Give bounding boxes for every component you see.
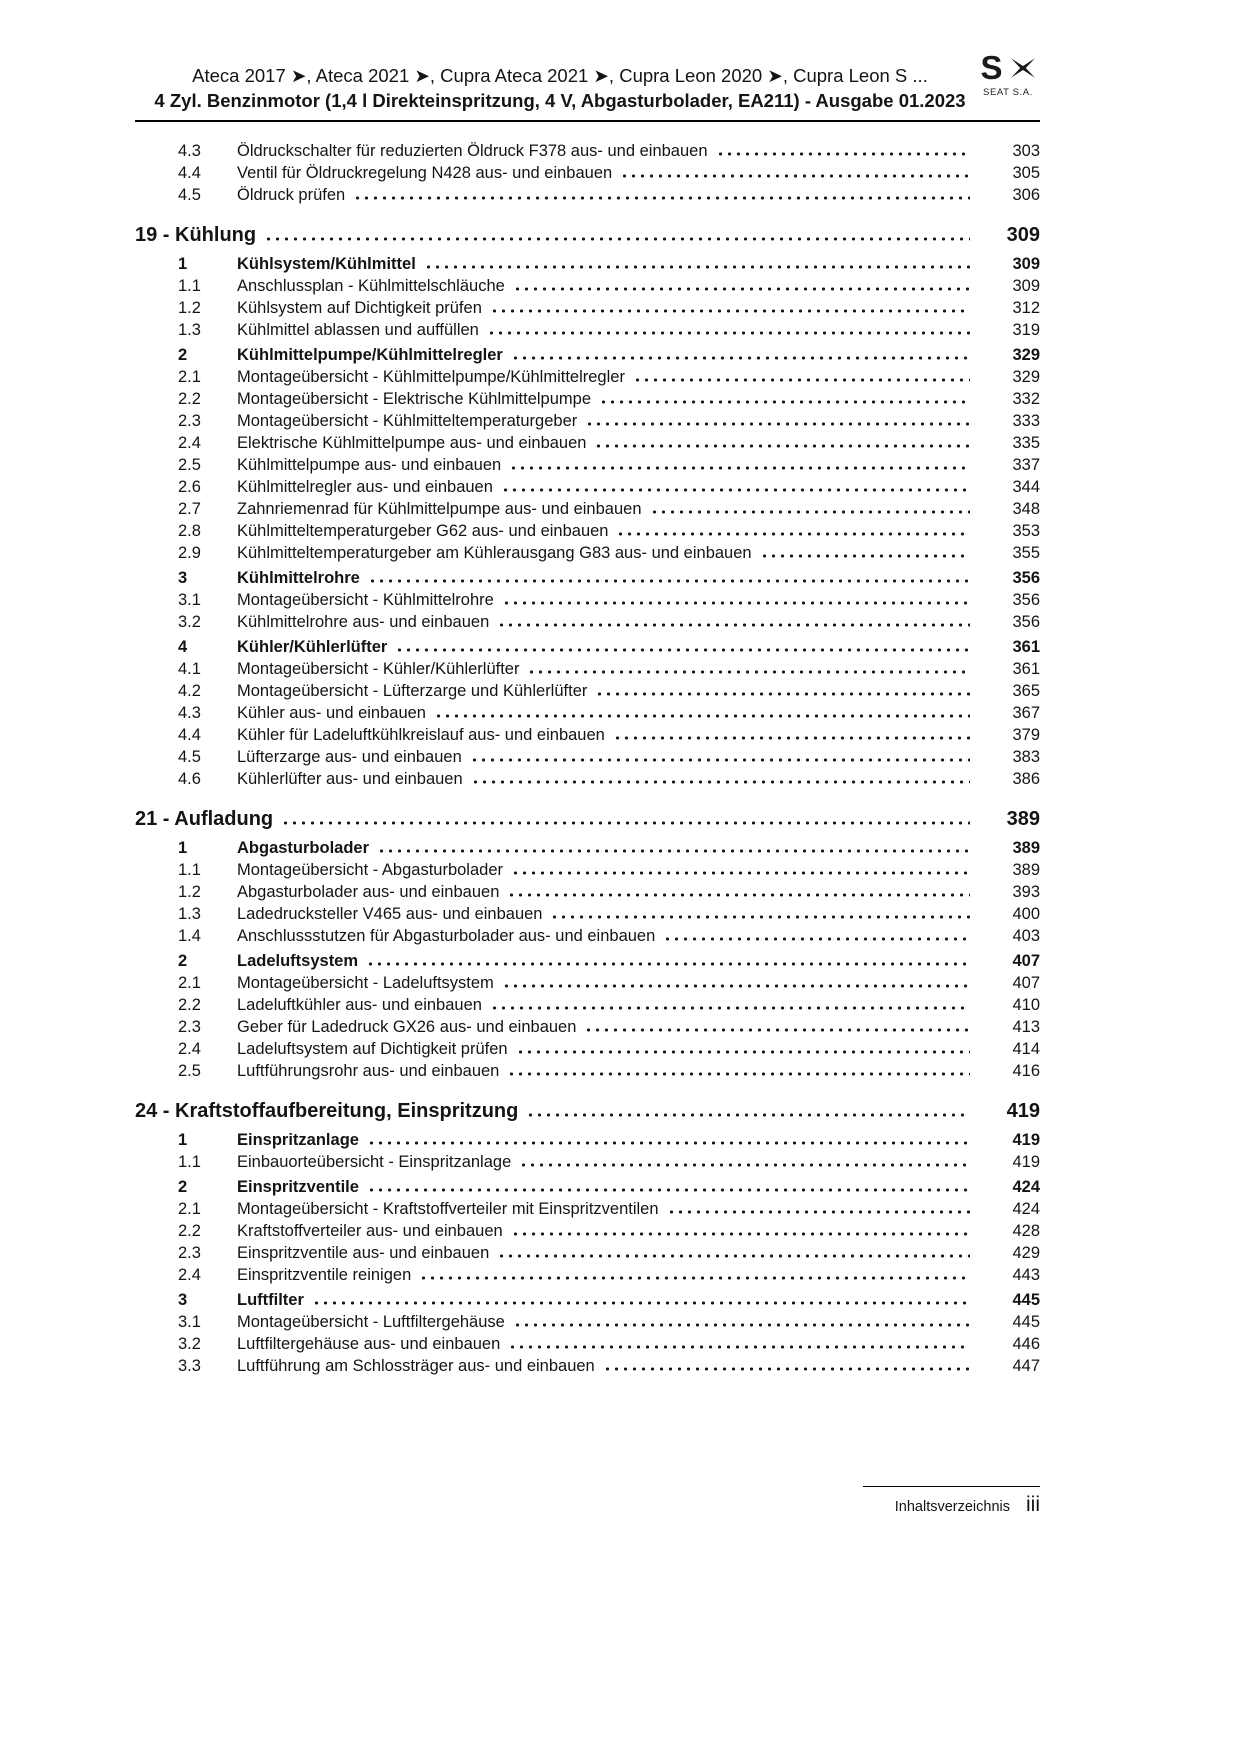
entry-number: 4.6	[178, 770, 201, 788]
entry-number: 1.3	[178, 321, 201, 339]
header-engine-line: 4 Zyl. Benzinmotor (1,4 l Direkteinspritzung, 4 V, Abgasturbolader, EA211) - Ausgabe 01.2023	[154, 90, 966, 111]
seat-s-icon: S	[980, 49, 1003, 86]
toc-entry	[135, 950, 1040, 972]
entry-page-number: 413	[1012, 1018, 1040, 1036]
toc-entry	[135, 972, 1040, 994]
entry-page-number: 424	[1012, 1200, 1040, 1218]
dot-leader	[526, 1113, 970, 1117]
entry-title: Einspritzanlage	[237, 1131, 359, 1149]
entry-number: 3.1	[178, 1313, 201, 1331]
toc-entry	[135, 520, 1040, 542]
entry-title: Kühlerlüfter aus- und einbauen	[237, 770, 463, 788]
toc-entry	[135, 881, 1040, 903]
toc-entry	[135, 1129, 1040, 1151]
entry-title: Montageübersicht - Elektrische Kühlmittelpumpe	[237, 390, 592, 408]
toc-entry	[135, 925, 1040, 947]
entry-title: Kühlmittelrohre aus- und einbauen	[237, 613, 490, 631]
toc-entry	[135, 1060, 1040, 1082]
entry-number: 1	[178, 255, 188, 273]
entry-number: 2.2	[178, 996, 201, 1014]
toc-entry	[135, 476, 1040, 498]
entry-number: 2.1	[178, 368, 201, 386]
toc-entry	[135, 994, 1040, 1016]
dot-leader	[527, 670, 970, 674]
toc-chapter-heading	[135, 222, 1040, 248]
entry-number: 4.4	[178, 164, 201, 182]
chapter-title: 21 - Aufladung	[135, 808, 274, 830]
entry-page-number: 379	[1012, 726, 1040, 744]
dot-leader	[511, 871, 970, 875]
entry-number: 3	[178, 569, 188, 587]
entry-page-number: 305	[1012, 164, 1040, 182]
page-header	[135, 64, 1040, 112]
entry-number: 2.3	[178, 1244, 201, 1262]
entry-title: Kühlsystem/Kühlmittel	[237, 255, 416, 273]
toc-entry	[135, 498, 1040, 520]
dot-leader	[419, 1276, 970, 1280]
entry-page-number: 416	[1012, 1062, 1040, 1080]
entry-page-number: 344	[1012, 478, 1040, 496]
toc-entry	[135, 388, 1040, 410]
entry-number: 2.4	[178, 1266, 201, 1284]
entry-title: Montageübersicht - Kühler/Kühlerlüfter	[237, 660, 520, 678]
page-footer	[863, 1486, 1040, 1515]
entry-number: 1	[178, 1131, 188, 1149]
entry-number: 2	[178, 952, 188, 970]
toc-entry	[135, 611, 1040, 633]
entry-number: 2.8	[178, 522, 201, 540]
entry-title: Montageübersicht - Kühlmittelrohre	[237, 591, 494, 609]
toc-entry	[135, 658, 1040, 680]
entry-title: Lüfterzarge aus- und einbauen	[237, 748, 462, 766]
entry-number: 2	[178, 346, 188, 364]
entry-title: Ladeluftkühler aus- und einbauen	[237, 996, 482, 1014]
entry-title: Kühlmittelrohre	[237, 569, 360, 587]
dot-leader	[490, 1006, 970, 1010]
toc-entry	[135, 454, 1040, 476]
dot-leader	[667, 1210, 970, 1214]
dot-leader	[502, 601, 970, 605]
entry-title: Anschlussstutzen für Abgasturbolader aus- und einbauen	[237, 927, 656, 945]
toc-entry	[135, 1016, 1040, 1038]
header-models-line: Ateca 2017 ➤, Ateca 2021 ➤, Cupra Ateca 2021 ➤, Cupra Leon 2020 ➤, Cupra Leon S ...	[192, 65, 928, 86]
entry-page-number: 332	[1012, 390, 1040, 408]
entry-title: Luftfilter	[237, 1291, 304, 1309]
entry-page-number: 419	[1012, 1153, 1040, 1171]
dot-leader	[760, 554, 970, 558]
footer-text	[863, 1494, 1040, 1515]
entry-number: 2.4	[178, 434, 201, 452]
entry-title: Kühlmitteltemperaturgeber am Kühlerausgang G83 aus- und einbauen	[237, 544, 752, 562]
entry-number: 2.5	[178, 456, 201, 474]
dot-leader	[470, 758, 970, 762]
toc-entry	[135, 746, 1040, 768]
entry-title: Luftführungsrohr aus- und einbauen	[237, 1062, 500, 1080]
entry-page-number: 356	[1012, 613, 1040, 631]
entry-page-number: 361	[1012, 638, 1040, 656]
entry-title: Montageübersicht - Kühlmitteltemperaturgeber	[237, 412, 578, 430]
dot-leader	[516, 1050, 970, 1054]
entry-page-number: 389	[1012, 839, 1040, 857]
entry-title: Geber für Ladedruck GX26 aus- und einbauen	[237, 1018, 577, 1036]
entry-title: Kühler für Ladeluftkühlkreislauf aus- und einbauen	[237, 726, 605, 744]
chapter-page-number: 419	[1006, 1100, 1040, 1122]
toc-entry	[135, 1355, 1040, 1377]
dot-leader	[367, 1188, 970, 1192]
entry-title: Kühlsystem auf Dichtigkeit prüfen	[237, 299, 482, 317]
entry-title: Kühlmitteltemperaturgeber G62 aus- und einbauen	[237, 522, 609, 540]
toc-chapter-heading	[135, 1098, 1040, 1124]
toc-list	[135, 140, 1040, 1377]
entry-title: Einspritzventile reinigen	[237, 1266, 412, 1284]
dot-leader	[511, 356, 970, 360]
entry-number: 3	[178, 1291, 188, 1309]
dot-leader	[264, 237, 970, 241]
entry-title: Montageübersicht - Lüfterzarge und Kühlerlüfter	[237, 682, 588, 700]
footer-section-label: Inhaltsverzeichnis	[894, 1499, 1010, 1515]
dot-leader	[487, 331, 970, 335]
dot-leader	[281, 821, 970, 825]
dot-leader	[501, 488, 970, 492]
entry-page-number: 389	[1012, 861, 1040, 879]
toc-entry	[135, 297, 1040, 319]
dot-leader	[424, 265, 970, 269]
toc-entry	[135, 768, 1040, 790]
entry-title: Einbauorteübersicht - Einspritzanlage	[237, 1153, 512, 1171]
entry-title: Ventil für Öldruckregelung N428 aus- und einbauen	[237, 164, 613, 182]
entry-number: 4.1	[178, 660, 201, 678]
entry-title: Montageübersicht - Ladeluftsystem	[237, 974, 494, 992]
toc-entry	[135, 162, 1040, 184]
dot-leader	[550, 915, 970, 919]
toc-entry	[135, 1264, 1040, 1286]
entry-page-number: 414	[1012, 1040, 1040, 1058]
toc-entry	[135, 184, 1040, 206]
entry-title: Montageübersicht - Kühlmittelpumpe/Kühlmittelregler	[237, 368, 625, 386]
entry-number: 1.1	[178, 861, 201, 879]
entry-number: 3.1	[178, 591, 201, 609]
dot-leader	[367, 1141, 970, 1145]
entry-page-number: 419	[1012, 1131, 1040, 1149]
entry-title: Abgasturbolader	[237, 839, 370, 857]
entry-number: 1	[178, 839, 188, 857]
entry-page-number: 319	[1012, 321, 1040, 339]
entry-number: 4.4	[178, 726, 201, 744]
dot-leader	[497, 1254, 970, 1258]
entry-number: 2.3	[178, 412, 201, 430]
entry-page-number: 356	[1012, 569, 1040, 587]
entry-page-number: 333	[1012, 412, 1040, 430]
entry-number: 3.2	[178, 1335, 201, 1353]
entry-page-number: 403	[1012, 927, 1040, 945]
entry-page-number: 429	[1012, 1244, 1040, 1262]
entry-number: 2.5	[178, 1062, 201, 1080]
toc-entry	[135, 903, 1040, 925]
toc-entry	[135, 589, 1040, 611]
dot-leader	[584, 1028, 970, 1032]
header-divider	[135, 120, 1040, 122]
entry-title: Elektrische Kühlmittelpumpe aus- und einbauen	[237, 434, 587, 452]
entry-title: Öldruckschalter für reduzierten Öldruck F378 aus- und einbauen	[237, 142, 708, 160]
dot-leader	[585, 422, 970, 426]
entry-page-number: 445	[1012, 1313, 1040, 1331]
entry-page-number: 309	[1012, 277, 1040, 295]
entry-number: 2.1	[178, 1200, 201, 1218]
entry-page-number: 337	[1012, 456, 1040, 474]
toc-entry	[135, 702, 1040, 724]
entry-page-number: 356	[1012, 591, 1040, 609]
dot-leader	[395, 648, 970, 652]
toc-entry	[135, 837, 1040, 859]
entry-title: Kraftstoffverteiler aus- und einbauen	[237, 1222, 503, 1240]
entry-page-number: 365	[1012, 682, 1040, 700]
dot-leader	[716, 152, 971, 156]
toc-entry	[135, 410, 1040, 432]
dot-leader	[377, 849, 970, 853]
entry-title: Montageübersicht - Abgasturbolader	[237, 861, 503, 879]
dot-leader	[513, 1323, 970, 1327]
entry-title: Abgasturbolader aus- und einbauen	[237, 883, 500, 901]
toc-chapter-heading	[135, 806, 1040, 832]
toc-entry	[135, 1151, 1040, 1173]
entry-page-number: 355	[1012, 544, 1040, 562]
dot-leader	[603, 1367, 970, 1371]
dot-leader	[633, 378, 970, 382]
entry-page-number: 353	[1012, 522, 1040, 540]
entry-number: 2.7	[178, 500, 201, 518]
entry-title: Kühlmittelregler aus- und einbauen	[237, 478, 493, 496]
seat-brand-label: SEAT S.A.	[983, 87, 1033, 98]
dot-leader	[507, 1072, 970, 1076]
entry-page-number: 393	[1012, 883, 1040, 901]
entry-page-number: 335	[1012, 434, 1040, 452]
entry-number: 1.1	[178, 1153, 201, 1171]
dot-leader	[312, 1301, 970, 1305]
toc-entry	[135, 724, 1040, 746]
toc-entry	[135, 1038, 1040, 1060]
entry-title: Ladeluftsystem auf Dichtigkeit prüfen	[237, 1040, 508, 1058]
toc-entry	[135, 140, 1040, 162]
entry-number: 2.4	[178, 1040, 201, 1058]
entry-number: 1.2	[178, 883, 201, 901]
toc-entry	[135, 366, 1040, 388]
entry-page-number: 309	[1012, 255, 1040, 273]
entry-page-number: 361	[1012, 660, 1040, 678]
entry-number: 2	[178, 1178, 188, 1196]
dot-leader	[519, 1163, 970, 1167]
entry-number: 4.2	[178, 682, 201, 700]
chapter-page-number: 389	[1006, 808, 1040, 830]
dot-leader	[616, 532, 970, 536]
footer-page-number: iii	[1026, 1493, 1040, 1516]
entry-page-number: 329	[1012, 368, 1040, 386]
dot-leader	[490, 309, 970, 313]
toc-entry	[135, 253, 1040, 275]
entry-title: Einspritzventile aus- und einbauen	[237, 1244, 490, 1262]
toc-entry	[135, 1198, 1040, 1220]
toc-entry	[135, 1311, 1040, 1333]
entry-page-number: 424	[1012, 1178, 1040, 1196]
footer-divider	[863, 1486, 1040, 1487]
toc-entry	[135, 1220, 1040, 1242]
dot-leader	[434, 714, 970, 718]
entry-page-number: 400	[1012, 905, 1040, 923]
entry-number: 4.5	[178, 748, 201, 766]
toc-entry	[135, 1242, 1040, 1264]
dot-leader	[353, 196, 970, 200]
entry-title: Kühlmittelpumpe/Kühlmittelregler	[237, 346, 503, 364]
dot-leader	[513, 287, 970, 291]
toc-entry	[135, 567, 1040, 589]
toc-entry	[135, 542, 1040, 564]
entry-page-number: 407	[1012, 952, 1040, 970]
toc-entry	[135, 1176, 1040, 1198]
entry-title: Zahnriemenrad für Kühlmittelpumpe aus- und einbauen	[237, 500, 642, 518]
entry-page-number: 367	[1012, 704, 1040, 722]
entry-number: 4.3	[178, 704, 201, 722]
toc-entry	[135, 344, 1040, 366]
entry-page-number: 386	[1012, 770, 1040, 788]
entry-page-number: 445	[1012, 1291, 1040, 1309]
page-content	[135, 0, 1040, 1377]
entry-number: 2.2	[178, 390, 201, 408]
entry-page-number: 348	[1012, 500, 1040, 518]
chapter-title: 19 - Kühlung	[135, 224, 257, 246]
toc-entry	[135, 275, 1040, 297]
chapter-page-number: 309	[1006, 224, 1040, 246]
entry-page-number: 303	[1012, 142, 1040, 160]
entry-number: 1.2	[178, 299, 201, 317]
entry-number: 2.3	[178, 1018, 201, 1036]
entry-number: 3.3	[178, 1357, 201, 1375]
toc-entry	[135, 1333, 1040, 1355]
toc-entry	[135, 680, 1040, 702]
entry-title: Montageübersicht - Luftfiltergehäuse	[237, 1313, 505, 1331]
entry-title: Kühlmittel ablassen und auffüllen	[237, 321, 479, 339]
entry-number: 2.9	[178, 544, 201, 562]
entry-title: Luftfiltergehäuse aus- und einbauen	[237, 1335, 501, 1353]
entry-number: 4.5	[178, 186, 201, 204]
toc-entry	[135, 859, 1040, 881]
entry-page-number: 306	[1012, 186, 1040, 204]
toc-entry	[135, 319, 1040, 341]
toc-entry	[135, 432, 1040, 454]
entry-title: Kühler/Kühlerlüfter	[237, 638, 388, 656]
dot-leader	[594, 444, 970, 448]
entry-title: Kühlmittelpumpe aus- und einbauen	[237, 456, 502, 474]
dot-leader	[366, 962, 970, 966]
entry-title: Montageübersicht - Kraftstoffverteiler mit Einspritzventilen	[237, 1200, 659, 1218]
dot-leader	[511, 1232, 970, 1236]
entry-page-number: 447	[1012, 1357, 1040, 1375]
toc-entry	[135, 1289, 1040, 1311]
entry-page-number: 443	[1012, 1266, 1040, 1284]
entry-number: 3.2	[178, 613, 201, 631]
entry-number: 4	[178, 638, 188, 656]
dot-leader	[599, 400, 970, 404]
entry-title: Ladedrucksteller V465 aus- und einbauen	[237, 905, 543, 923]
entry-title: Ladeluftsystem	[237, 952, 359, 970]
entry-number: 4.3	[178, 142, 201, 160]
entry-title: Luftführung am Schlossträger aus- und einbauen	[237, 1357, 595, 1375]
dot-leader	[471, 780, 970, 784]
entry-number: 2.6	[178, 478, 201, 496]
dot-leader	[663, 937, 970, 941]
dot-leader	[507, 893, 970, 897]
entry-page-number: 329	[1012, 346, 1040, 364]
entry-page-number: 407	[1012, 974, 1040, 992]
entry-number: 1.3	[178, 905, 201, 923]
entry-number: 2.2	[178, 1222, 201, 1240]
toc-entry	[135, 636, 1040, 658]
entry-title: Öldruck prüfen	[237, 186, 346, 204]
entry-page-number: 446	[1012, 1335, 1040, 1353]
dot-leader	[595, 692, 970, 696]
entry-page-number: 312	[1012, 299, 1040, 317]
dot-leader	[613, 736, 970, 740]
entry-title: Anschlussplan - Kühlmittelschläuche	[237, 277, 505, 295]
dot-leader	[497, 623, 970, 627]
entry-title: Einspritzventile	[237, 1178, 359, 1196]
dot-leader	[509, 466, 970, 470]
chapter-title: 24 - Kraftstoffaufbereitung, Einspritzung	[135, 1100, 519, 1122]
entry-number: 1.1	[178, 277, 201, 295]
entry-number: 2.1	[178, 974, 201, 992]
dot-leader	[620, 174, 970, 178]
dot-leader	[508, 1345, 970, 1349]
dot-leader	[502, 984, 970, 988]
dot-leader	[368, 579, 970, 583]
entry-title: Kühler aus- und einbauen	[237, 704, 426, 722]
entry-page-number: 428	[1012, 1222, 1040, 1240]
entry-page-number: 410	[1012, 996, 1040, 1014]
dot-leader	[650, 510, 971, 514]
entry-page-number: 383	[1012, 748, 1040, 766]
entry-number: 1.4	[178, 927, 201, 945]
